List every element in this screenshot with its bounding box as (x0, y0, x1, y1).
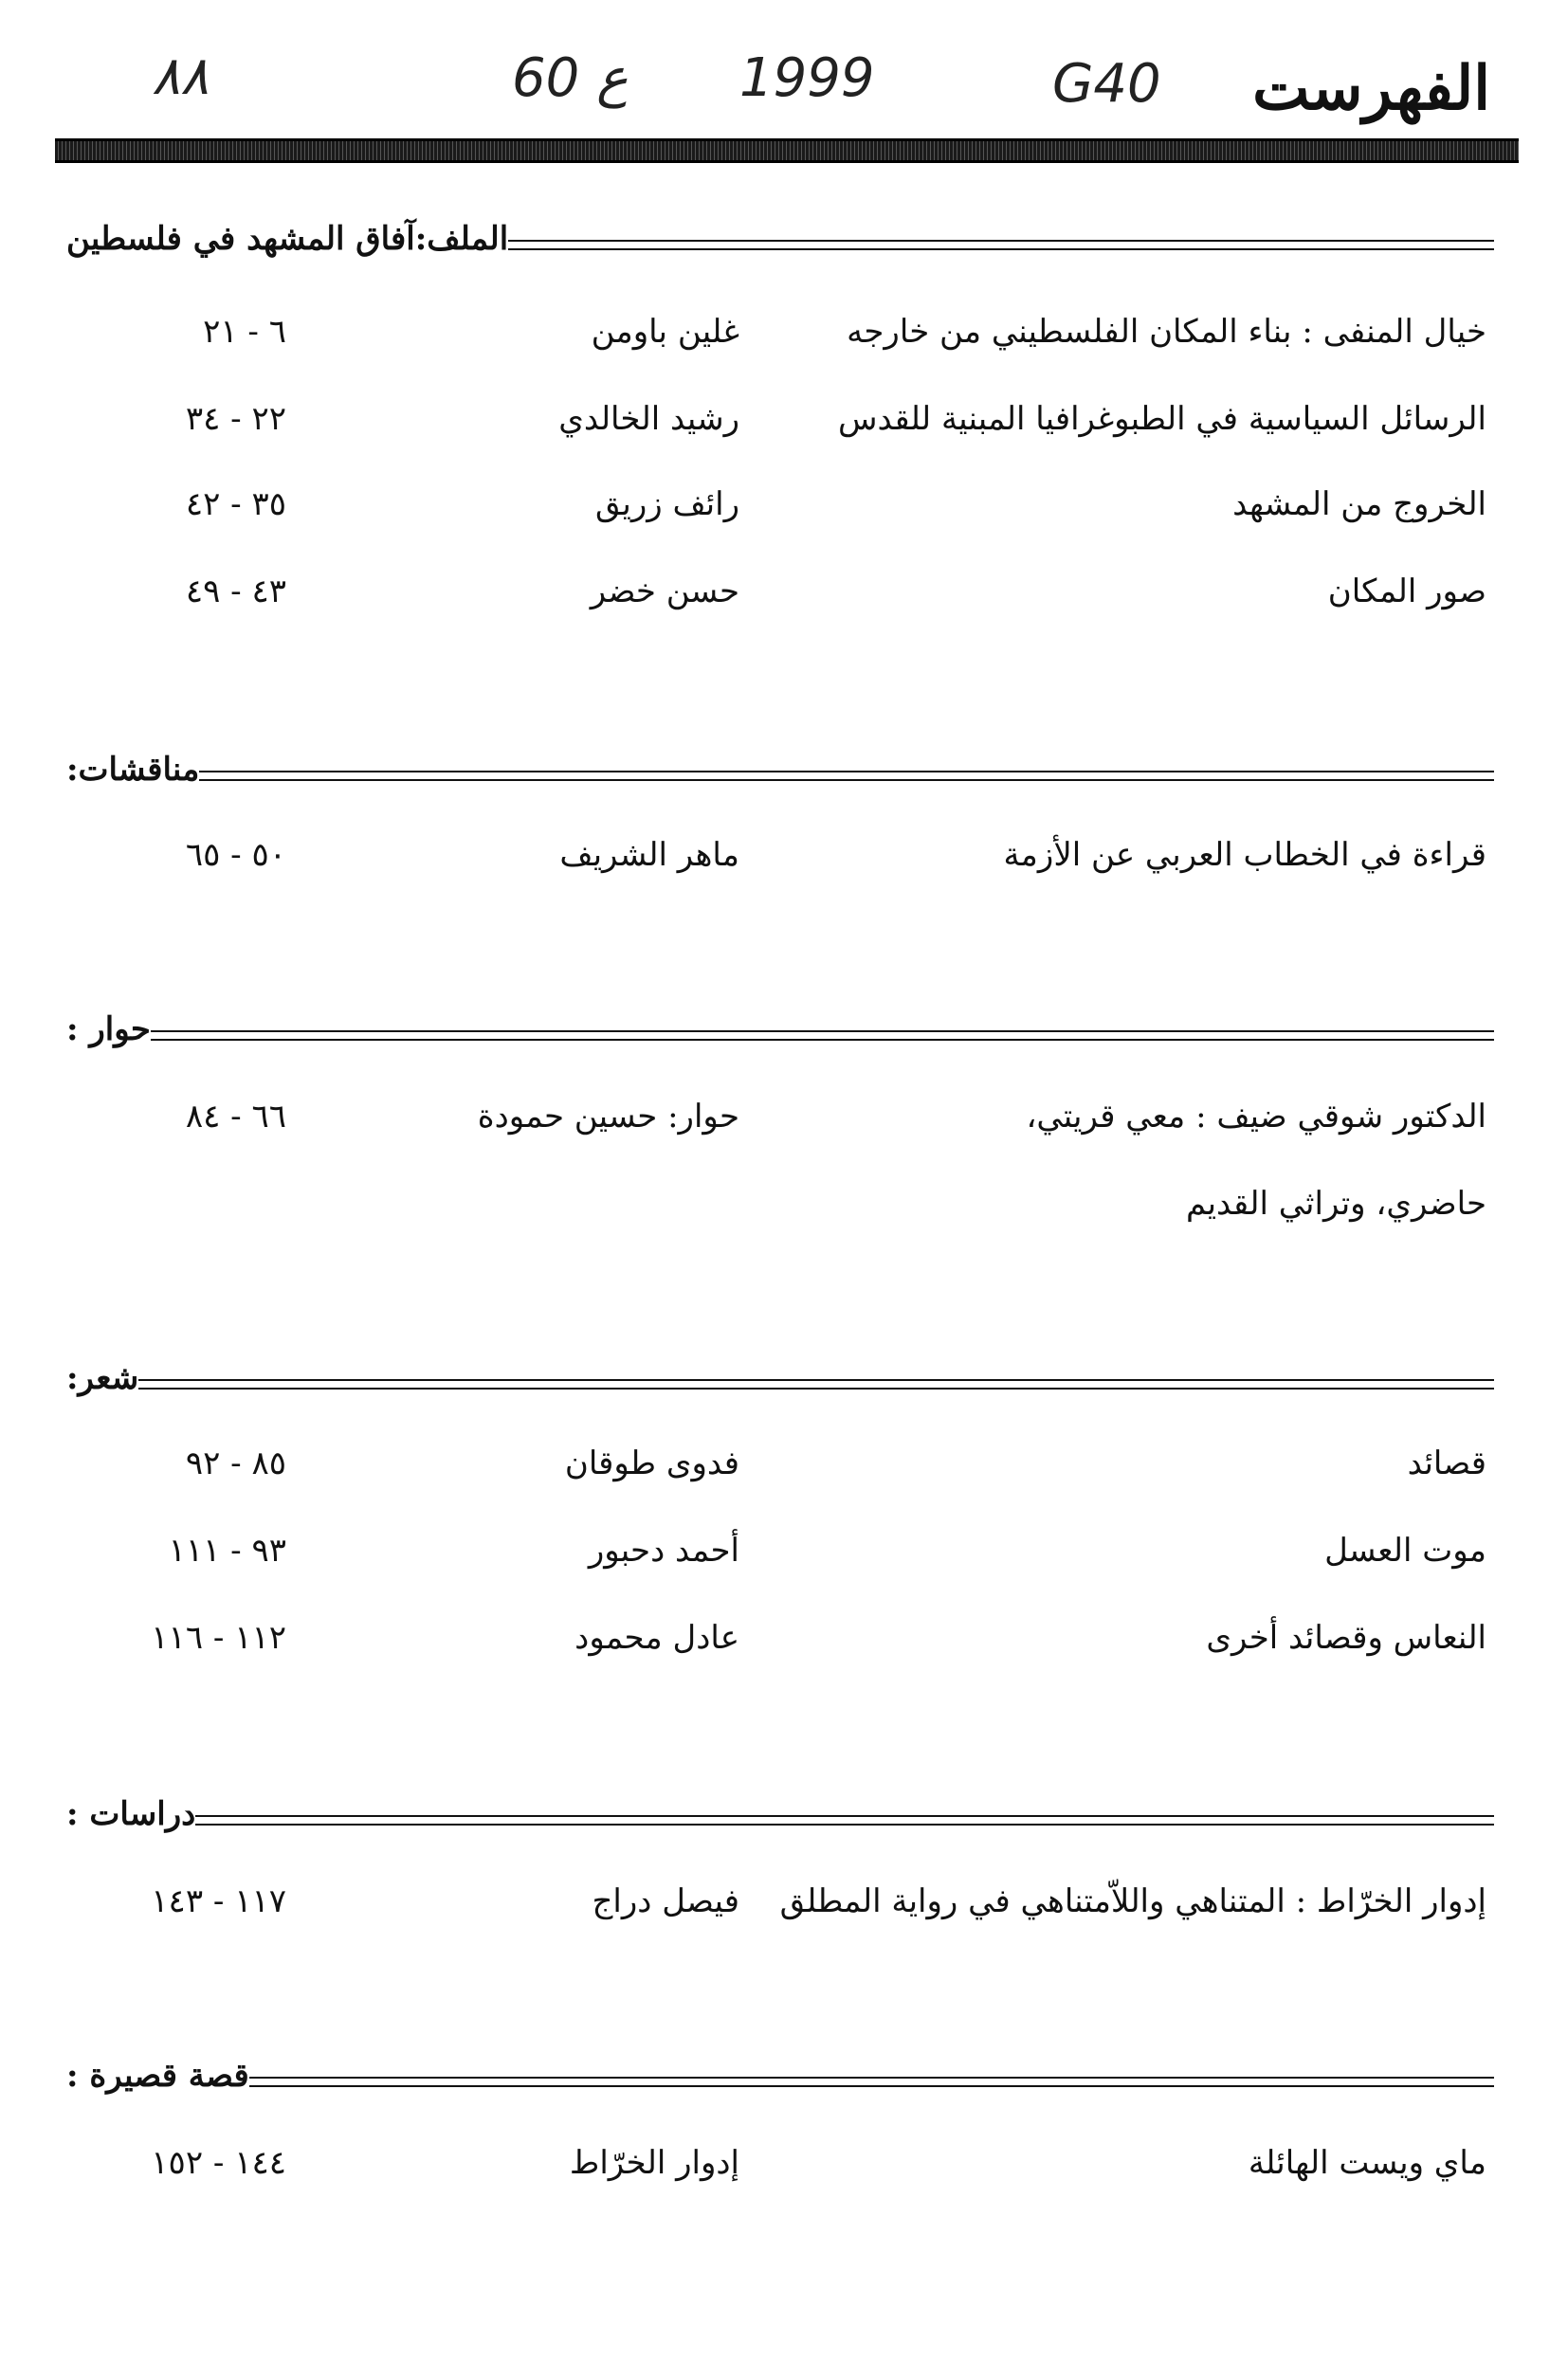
entry-author: ماهر الشريف (559, 836, 739, 874)
entry-title: ماي ويست الهائلة (1248, 2144, 1486, 2182)
toc-entry (0, 313, 1568, 362)
entry-title: الرسائل السياسية في الطبوغرافيا المبنية للقدس (837, 400, 1486, 438)
toc-entry (0, 1882, 1568, 1932)
handwritten-note: G40 (1052, 53, 1161, 115)
toc-entry (0, 1444, 1568, 1494)
entry-pages: ٩٣ - ١١١ (168, 1532, 286, 1570)
header-divider (55, 138, 1519, 163)
entry-author: فيصل دراج (592, 1882, 739, 1920)
entry-pages: ١١٧ - ١٤٣ (151, 1882, 286, 1920)
entry-author: حسن خضر (590, 572, 739, 610)
entry-pages: ١٤٤ - ١٥٢ (151, 2144, 286, 2182)
entry-pages: ٢٢ - ٣٤ (185, 400, 286, 438)
entry-pages: ١١٢ - ١١٦ (151, 1619, 286, 1657)
entry-title: قصائد (1407, 1444, 1486, 1482)
entry-title-continuation: حاضري، وتراثي القديم (1185, 1185, 1486, 1223)
toc-entry (0, 400, 1568, 449)
section-label: مناقشات: (66, 751, 200, 789)
entry-title: صور المكان (1327, 572, 1486, 610)
page-title: الفهرست (1252, 53, 1490, 124)
section-header-studies (61, 1795, 1494, 1833)
entry-author: إدوار الخرّاط (569, 2144, 739, 2182)
entry-title: قراءة في الخطاب العربي عن الأزمة (1003, 836, 1486, 874)
toc-entry (0, 836, 1568, 885)
entry-pages: ٣٥ - ٤٢ (185, 485, 286, 523)
entry-title: إدوار الخرّاط : المتناهي واللاّمتناهي في رواية المطلق (779, 1882, 1486, 1920)
handwritten-note: 1999 (739, 47, 875, 109)
entry-author: حوار: حسين حمودة (477, 1098, 739, 1135)
entry-author: أحمد دحبور (588, 1532, 739, 1570)
toc-entry (0, 2144, 1568, 2193)
entry-author: رشيد الخالدي (558, 400, 739, 438)
toc-entry (0, 1619, 1568, 1668)
entry-pages: ٨٥ - ٩٢ (185, 1444, 286, 1482)
entry-pages: ٦٦ - ٨٤ (185, 1098, 286, 1135)
handwritten-note: ٨٨ (152, 45, 210, 107)
entry-title: الخروج من المشهد (1232, 485, 1486, 523)
section-label: شعر: (66, 1359, 139, 1397)
toc-entry (0, 485, 1568, 535)
section-rule (508, 240, 1494, 250)
section-header-discussions (61, 751, 1494, 789)
entry-author: عادل محمود (574, 1619, 739, 1657)
section-rule (199, 771, 1494, 781)
entry-title: موت العسل (1324, 1532, 1486, 1570)
section-label: دراسات : (66, 1795, 196, 1833)
section-label: الملف:آفاق المشهد في فلسطين (66, 220, 509, 258)
entry-pages: ٦ - ٢١ (203, 313, 286, 351)
toc-entry (0, 1098, 1568, 1147)
section-label: حوار : (66, 1010, 151, 1048)
section-header-dossier (61, 220, 1494, 258)
entry-author: رائف زريق (595, 485, 739, 523)
toc-entry (0, 572, 1568, 622)
entry-pages: ٥٠ - ٦٥ (185, 836, 286, 874)
entry-pages: ٤٣ - ٤٩ (185, 572, 286, 610)
section-rule (195, 1815, 1494, 1826)
entry-title: خيال المنفى : بناء المكان الفلسطيني من خارجه (847, 313, 1486, 351)
toc-entry (0, 1532, 1568, 1581)
handwritten-note: ع 60 (512, 47, 629, 109)
section-header-short-story (61, 2057, 1494, 2095)
entry-title: الدكتور شوقي ضيف : معي قريتي، (1026, 1098, 1486, 1135)
section-header-interview (61, 1010, 1494, 1048)
section-rule (138, 1379, 1494, 1390)
section-label: قصة قصيرة : (66, 2057, 249, 2095)
entry-title: النعاس وقصائد أخرى (1206, 1619, 1486, 1657)
section-rule (151, 1030, 1494, 1041)
entry-author: غلين باومن (591, 313, 739, 351)
section-rule (249, 2077, 1494, 2087)
section-header-poetry (61, 1359, 1494, 1397)
entry-author: فدوى طوقان (564, 1444, 739, 1482)
